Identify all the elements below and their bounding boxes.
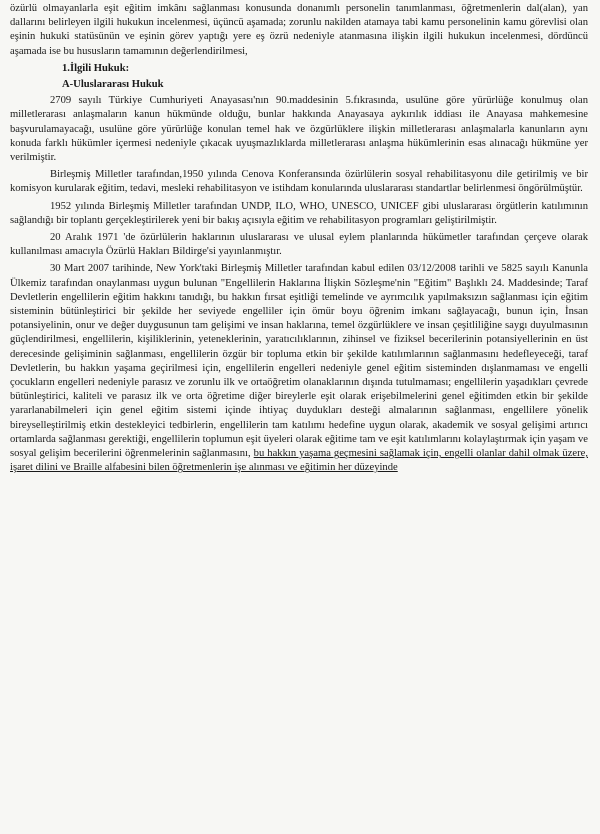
heading-related-law: 1.İlgili Hukuk: bbox=[62, 62, 130, 74]
heading-international-law: A-Uluslararası Hukuk bbox=[62, 79, 164, 91]
paragraph-2007-convention bbox=[10, 262, 588, 475]
paragraph-1971: 20 Aralık 1971 'de özürlülerin haklarının uluslararası ve ulusal eylem planlarında hükümetler tarafından çerçeve olarak kullanılması amacıyla Özürlü Hakları Bildirge'si yayınlanmıştır. bbox=[10, 232, 588, 258]
paragraph-1952: 1952 yılında Birleşmiş Milletler tarafından UNDP, ILO, WHO, UNESCO, UNICEF gibi uluslararası örgütlerin katılımının sağlandığı bir toplantı gerçekleştirilerek yeni bir bakış açısıyla eğitim ve rehabilitasyon programları geliştirilmiştir. bbox=[10, 200, 588, 226]
paragraph-geneva-1950: Birleşmiş Milletler tarafından,1950 yılında Cenova Konferansında özürlülerin sosyal rehabilitasyonu dile getirilmiş ve bir komisyon kurularak eğitim, tedavi, mesleki rehabilitasyon ve istihdam konularında uluslararası standartlar belirlenmesi öngörülmüştür. bbox=[10, 169, 588, 195]
paragraph-constitution: 2709 sayılı Türkiye Cumhuriyeti Anayasası'nın 90.maddesinin 5.fıkrasında, usulüne göre yürürlüğe konulmuş olan milletlerarası anlaşmaların kanun hükmünde olduğu, bunlar hakkında Anayasaya aykırılık iddiası ile Anayasa mahkemesine başvurulamayacağı, usulüne göre yürürlüğe konulan temel hak ve özgürlüklere ilişkin milletlerarası anlaşmalarla kanunların aynı konuda farklı hükümler içermesi nedeniyle çıkacak uyuşmazlıklarda milletlerarası anlaşma hükümlerinin esas alınacağı hükmüne yer verilmiştir. bbox=[10, 95, 588, 164]
convention-text: 30 Mart 2007 tarihinde, New York'taki Birleşmiş Milletler tarafından kabul edilen 03/12/2008 tarihli ve 5825 sayılı Kanunla Ülkemiz tarafından onaylanması uygun bulunan "Engellilerin Haklarına İlişkin Sözleşme'nin "Eğitim" Başlıklı 24. Maddesinde; Taraf Devletlerin engellilerin eğitim hakkını tanıdığı, bu hakkın fırsat eşitliği temelinde ve ayrımcılık yapılmaksızın sağlanması için eğitim sisteminin bütünleştirici bir şekilde her seviyede engelliler için ömür boyu öğrenim imkanı sağlayacağı, bunun için, İnsan potansiyelinin, onur ve değer duygusunun tam gelişimi ve insan haklarına, temel özgürlüklere ve insan çeşitliliğine saygı duyulmasının güçlendirilmesi, engellilerin, kişiliklerinin, yeteneklerinin, yaratıcılıklarının, zihinsel ve fiziksel becerilerinin potansiyellerinin en üst derecesinde gelişiminin sağlanması, engellilerin özgür bir topluma etkin bir şekilde katılımlarının sağlanmasını hedefleyeceği, taraf Devletlerin, bu hakkın yaşama geçirilmesi için, engellilerin engelleri nedeniyle genel eğitim sisteminden dışlanmaması ve engelli çocukların engelleri nedeniyle parasız ve zorunlu ilk ve ortaöğretim olanaklarının dışında tutulmaması; engellilerin yaşadıkları çevrede bütünleştirici, kaliteli ve parasız ilk ve orta öğretime diğer bireylerle eşit olarak erişebilmelerini genel eğitimden etkin bir şekilde yararlanabilmeleri için genel eğitim sistemi içinde ihtiyaç duydukları desteği almalarının sağlanması, engellilere yönelik bireyselleştirilmiş etkin destekleyici tedbirlerin, engellilerin tam katılımı hedefine uygun olarak, akademik ve sosyal gelişimi artırıcı ortamlarda sağlanması gerektiği, engellilerin toplumun eşit üyeleri olarak eğitime tam ve eşit katılımlarını kolaylaştırmak için yaşam ve sosyal gelişim becerilerini öğrenmelerinin sağlanmasını, bbox=[10, 263, 588, 460]
intro-paragraph: özürlü olmayanlarla eşit eğitim imkânı sağlanması konusunda donanımlı personelin tanımlanması, öğretmenlerin dal(alan), yan dallarını belirleyen ilgili hukukun incelenmesi, üçüncü aşamada; zorunlu nakilden atamaya tabi kamu personelinin kamu görevlisi olan eşinin hukuki statüsünün ve eşinin görev yaptığı yere eş özrü nedeniyle atanmasına ilişkin ilgili hukukun incelenmesi, dördüncü aşamada ise bu hususların tamamının değerlendirilmesi, bbox=[10, 3, 588, 57]
underlined-passage: bu hakkın yaşama geçmesini sağlamak için, engelli olanlar dahil olmak üzere, işaret dilini ve Braille alfabesini bilen öğretmenlerin işe alınması ve eğitimin her düzeyinde bbox=[10, 448, 588, 474]
